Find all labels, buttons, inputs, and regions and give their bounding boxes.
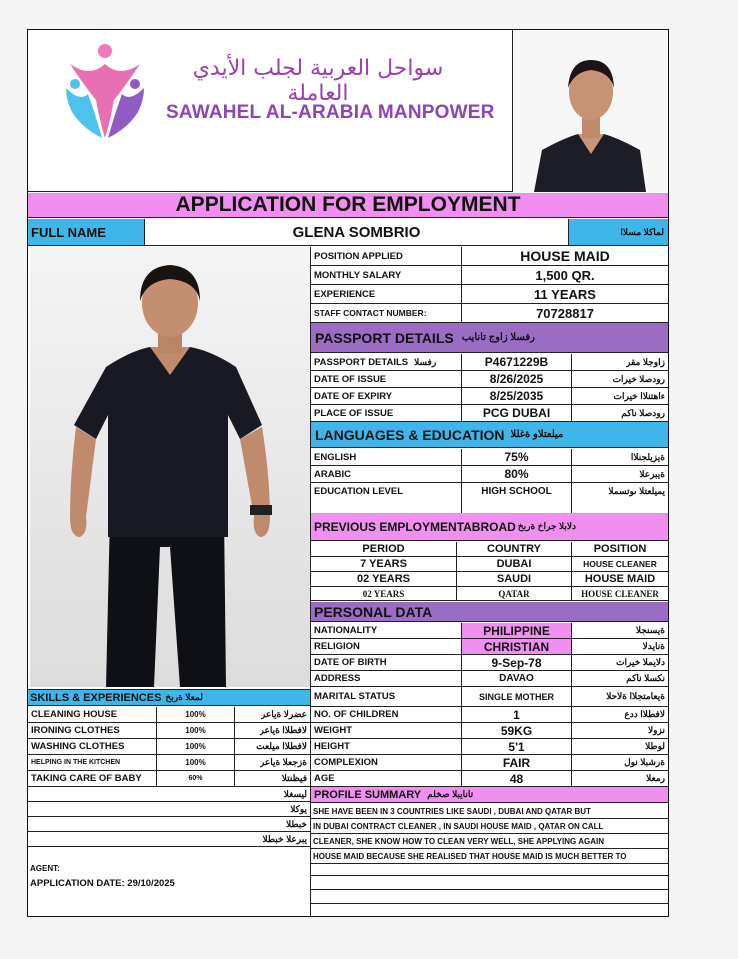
weight-ar: نزولا xyxy=(648,725,665,735)
skill-extra-ar: يبرعلا خبطلا xyxy=(262,833,307,844)
skill-label: CLEANING HOUSE xyxy=(31,709,118,720)
issue-date-label: DATE OF ISSUE xyxy=(314,373,387,385)
position-header: POSITION xyxy=(593,543,647,555)
skill-value[interactable]: 100% xyxy=(185,726,206,735)
form-title-bar xyxy=(28,193,668,218)
address-label: ADDRESS xyxy=(314,673,361,684)
personal-data-header xyxy=(311,602,668,622)
position-row-contact xyxy=(311,304,668,323)
country-header: COUNTRY xyxy=(487,543,541,555)
personal-row xyxy=(311,723,668,739)
personal-row xyxy=(311,707,668,723)
full-body-photo xyxy=(30,247,310,687)
salary-value[interactable]: 1,500 QR. xyxy=(535,267,595,283)
agent-line xyxy=(30,858,300,872)
personal-row xyxy=(311,687,668,707)
full-name-row xyxy=(28,219,668,246)
height-label: HEIGHT xyxy=(314,741,350,752)
period-value[interactable]: 7 YEARS xyxy=(360,558,407,570)
complexion-label: COMPLEXION xyxy=(314,757,378,768)
skill-ar: ةزجعلا ةياعر xyxy=(259,757,307,767)
personal-row xyxy=(311,623,668,639)
dob-value[interactable]: 9-Sep-78 xyxy=(491,655,542,670)
personal-title: PERSONAL DATA xyxy=(314,603,433,620)
skill-row xyxy=(28,739,310,755)
religion-label: RELIGION xyxy=(314,641,360,652)
english-label: ENGLISH xyxy=(314,451,357,463)
address-ar: نكسلا ناكم xyxy=(626,673,665,683)
company-logo-icon xyxy=(62,42,148,142)
arabic-value[interactable]: 80% xyxy=(504,467,529,481)
english-value[interactable]: 75% xyxy=(504,450,529,464)
nationality-value[interactable]: PHILIPPINE xyxy=(483,623,550,638)
marital-status-ar: ةيعامتجلاا ةلاحلا xyxy=(606,691,665,701)
issue-place-value[interactable]: PCG DUBAI xyxy=(482,406,551,420)
expiry-date-label: DATE OF EXPIRY xyxy=(314,390,393,402)
dob-ar: دلايملا خيرات xyxy=(616,657,665,667)
skill-label: IRONING CLOTHES xyxy=(31,725,120,736)
personal-row xyxy=(311,639,668,655)
previous-row xyxy=(311,587,668,601)
passport-title-ar: رفسلا زاوج تانايب xyxy=(461,332,535,343)
agent-label: AGENT: xyxy=(30,864,60,873)
english-ar: ةيزيلجنلاا xyxy=(630,451,665,462)
position-value[interactable]: HOUSE CLEANER xyxy=(583,559,657,569)
language-row xyxy=(311,466,668,483)
issue-place-label: PLACE OF ISSUE xyxy=(314,407,394,419)
skills-title: SKILLS & EXPERIENCES xyxy=(30,691,162,704)
skill-ar: لافطلاا ميلعت xyxy=(256,741,307,751)
skill-extra-ar: ليسغلا xyxy=(283,788,307,799)
passport-photo xyxy=(514,30,668,192)
marital-status-label: MARITAL STATUS xyxy=(314,691,396,702)
period-value[interactable]: 02 YEARS xyxy=(357,573,410,585)
issue-place-ar: رودصلا ناكم xyxy=(621,407,665,418)
children-label: NO. OF CHILDREN xyxy=(314,709,399,720)
age-value[interactable]: 48 xyxy=(509,771,524,786)
skill-row xyxy=(28,787,310,802)
previous-title-ar: دلابلا جراخ ةربخ xyxy=(517,521,577,531)
expiry-date-value[interactable]: 8/25/2035 xyxy=(489,389,544,403)
period-value[interactable]: 02 YEARS xyxy=(362,588,405,599)
profile-title-ar: تانايبلا صخلم xyxy=(427,789,474,799)
passport-row xyxy=(311,354,668,371)
issue-date-ar: رودصلا خيرات xyxy=(612,373,665,384)
passport-row xyxy=(311,388,668,405)
skill-ar: لافطلاا ةياعر xyxy=(259,725,307,735)
profile-line: CLEANER, SHE KNOW HOW TO CLEAN VERY WELL, SHE APPLYING AGAIN xyxy=(313,836,604,846)
experience-value[interactable]: 11 YEARS xyxy=(534,286,596,302)
skill-row xyxy=(28,832,310,847)
form-title: APPLICATION FOR EMPLOYMENT xyxy=(175,193,521,216)
skill-extra-ar: خبطلا xyxy=(285,818,307,829)
skills-header xyxy=(28,689,310,706)
skill-row xyxy=(28,771,310,787)
skill-value[interactable]: 100% xyxy=(185,758,206,767)
passport-number-label-ar: رفسلا xyxy=(414,356,437,367)
position-value[interactable]: HOUSE CLEANER xyxy=(581,588,659,599)
address-value[interactable]: DAVAO xyxy=(499,673,534,684)
company-english-name: SAWAHEL AL-ARABIA MANPOWER xyxy=(166,102,495,123)
passport-row xyxy=(311,405,668,422)
company-arabic-name: سواحل العربية لجلب الأيدي العاملة xyxy=(192,56,444,106)
previous-row xyxy=(311,557,668,572)
marital-status-value[interactable]: SINGLE MOTHER xyxy=(478,691,554,702)
full-name-label-ar: لماكلا مسلاا xyxy=(620,226,664,237)
children-value[interactable]: 1 xyxy=(513,707,520,722)
nationality-label: NATIONALITY xyxy=(314,625,378,636)
arabic-label: ARABIC xyxy=(314,468,351,480)
weight-label: WEIGHT xyxy=(314,725,352,736)
passport-section-header xyxy=(311,323,668,353)
skill-ar: عضرلا ةياعر xyxy=(260,709,307,719)
skill-row xyxy=(28,723,310,739)
skill-extra-ar: يوكلا xyxy=(290,803,307,814)
skill-row xyxy=(28,707,310,723)
languages-section-header xyxy=(311,422,668,448)
previous-header-row xyxy=(311,542,668,557)
application-sheet xyxy=(27,29,669,917)
passport-row xyxy=(311,371,668,388)
religion-ar: ةنايدلا xyxy=(642,641,665,651)
personal-row xyxy=(311,755,668,771)
application-date: APPLICATION DATE: 29/10/2025 xyxy=(30,878,175,889)
height-value[interactable]: 5'1 xyxy=(508,739,525,754)
period-header: PERIOD xyxy=(362,543,405,555)
profile-line: SHE HAVE BEEN IN 3 COUNTRIES LIKE SAUDI , DUBAI AND QATAR BUT xyxy=(313,806,591,816)
position-row-experience xyxy=(311,285,668,304)
passport-number-ar: زاوجلا مقر xyxy=(626,356,665,367)
personal-row xyxy=(311,771,668,787)
application-date-line xyxy=(30,873,300,887)
skill-row xyxy=(28,755,310,771)
position-row-applied xyxy=(311,247,668,266)
profile-line: IN DUBAI CONTRACT CLEANER , IN SAUDI HOUSE MAID , QATAR ON CALL xyxy=(313,821,604,831)
position-applied-label: POSITION APPLIED xyxy=(314,250,403,262)
profile-summary-header xyxy=(311,787,668,803)
country-value[interactable]: DUBAI xyxy=(496,558,532,570)
languages-title: LANGUAGES & EDUCATION xyxy=(315,426,505,443)
personal-row xyxy=(311,671,668,687)
education-ar: يميلعتلا ىوتسملا xyxy=(608,486,665,496)
height-ar: لوطلا xyxy=(645,741,665,751)
position-row-salary xyxy=(311,266,668,285)
full-name-value[interactable]: GLENA SOMBRIO xyxy=(292,223,421,241)
country-value[interactable]: SAUDI xyxy=(496,573,532,585)
skill-value[interactable]: 100% xyxy=(185,742,206,751)
personal-row xyxy=(311,739,668,755)
complexion-ar: ةرشبلا نول xyxy=(624,757,665,767)
skills-title-ar: لمعلا ةربخ xyxy=(165,692,203,702)
skill-ar: فيظنتلا xyxy=(281,773,307,783)
expiry-date-ar: ءاهتنلاا خيرات xyxy=(613,390,665,401)
column-divider xyxy=(310,247,311,916)
skill-value[interactable]: 60% xyxy=(188,775,203,782)
profile-line: HOUSE MAID BECAUSE SHE REALISED THAT HOUSE MAID IS MUCH BETTER TO xyxy=(313,851,627,861)
children-ar: لافطلاا ددع xyxy=(624,709,665,719)
dob-label: DATE OF BIRTH xyxy=(314,657,387,668)
previous-title: PREVIOUS EMPLOYMENTABROAD xyxy=(314,519,516,534)
age-ar: رمعلا xyxy=(646,773,665,783)
skill-row xyxy=(28,802,310,817)
languages-title-ar: ميلعتلاو ةغللا xyxy=(510,429,564,440)
passport-number-label: PASSPORT DETAILS xyxy=(314,356,409,368)
country-value[interactable]: QATAR xyxy=(498,588,530,599)
profile-title: PROFILE SUMMARY xyxy=(314,788,422,801)
language-row xyxy=(311,449,668,466)
issue-date-value[interactable]: 8/26/2025 xyxy=(489,372,544,386)
education-value[interactable]: HIGH SCHOOL xyxy=(481,486,552,497)
passport-number-value[interactable]: P4671229B xyxy=(484,355,549,369)
skill-label: TAKING CARE OF BABY xyxy=(31,773,142,784)
salary-label: MONTHLY SALARY xyxy=(314,269,402,281)
contact-label: STAFF CONTACT NUMBER: xyxy=(314,308,427,318)
weight-value[interactable]: 59KG xyxy=(500,723,533,738)
previous-row xyxy=(311,572,668,587)
nationality-ar: ةيسنجلا xyxy=(635,625,665,635)
position-value[interactable]: HOUSE MAID xyxy=(584,573,656,585)
skill-label: WASHING CLOTHES xyxy=(31,741,125,752)
full-name-label: FULL NAME xyxy=(31,224,106,240)
age-label: AGE xyxy=(314,773,335,784)
complexion-value[interactable]: FAIR xyxy=(502,755,531,770)
position-applied-value[interactable]: HOUSE MAID xyxy=(520,248,610,264)
contact-value[interactable]: 70728817 xyxy=(536,305,594,321)
personal-row xyxy=(311,655,668,671)
header-logo-area xyxy=(28,30,513,192)
skill-row xyxy=(28,817,310,832)
previous-employment-header xyxy=(311,513,668,541)
passport-title: PASSPORT DETAILS xyxy=(315,329,454,346)
experience-label: EXPERIENCE xyxy=(314,288,376,300)
education-label: EDUCATION LEVEL xyxy=(314,486,404,497)
skill-value[interactable]: 100% xyxy=(185,710,206,719)
arabic-ar: ةيبرعلا xyxy=(639,468,665,479)
religion-value[interactable]: CHRISTIAN xyxy=(483,639,550,654)
skill-label: HELPING IN THE KITCHEN xyxy=(31,759,121,766)
